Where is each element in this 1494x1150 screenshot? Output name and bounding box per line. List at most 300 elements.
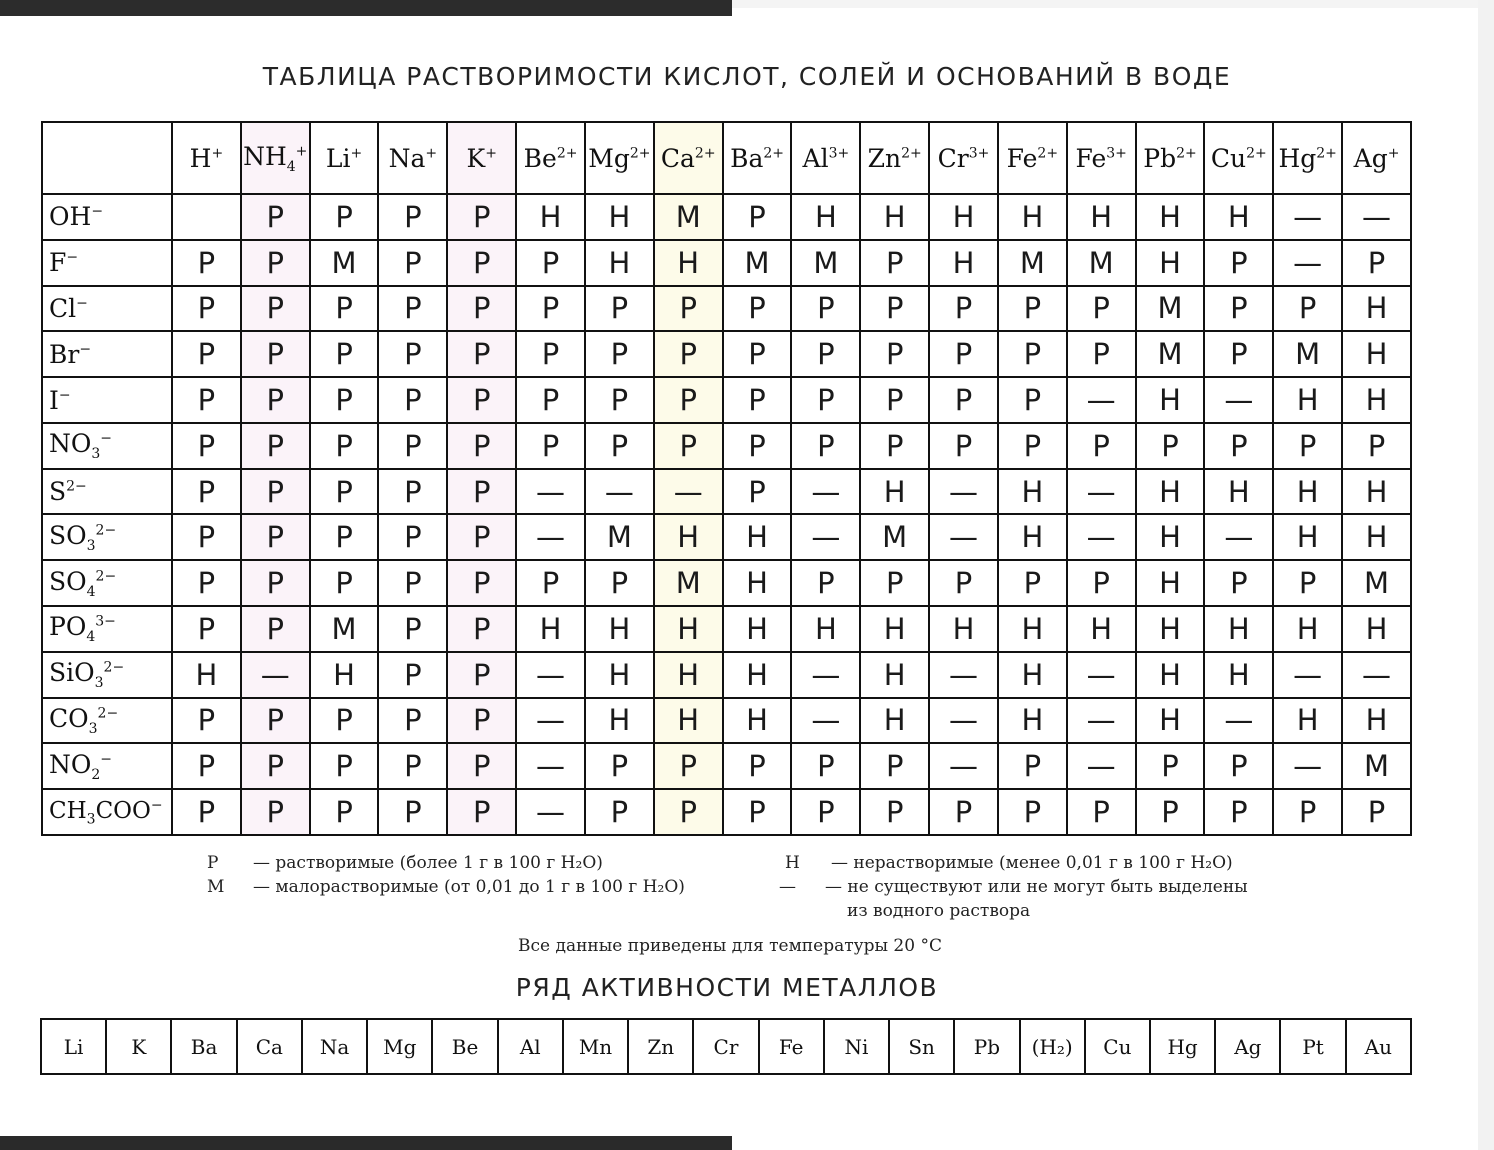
- table-row: [42, 514, 1411, 560]
- solubility-cell: —: [1067, 469, 1136, 515]
- solubility-cell: Н: [998, 652, 1067, 698]
- solubility-cell: Н: [1136, 240, 1205, 286]
- solubility-cell: Р: [723, 469, 792, 515]
- solubility-cell: Р: [723, 423, 792, 469]
- solubility-cell: —: [1067, 698, 1136, 744]
- activity-metal: Al: [498, 1019, 563, 1074]
- anion-header: [42, 286, 172, 332]
- activity-metal: Li: [41, 1019, 106, 1074]
- ion-formula: SiO$_3^{2-}$: [49, 658, 125, 692]
- table-row: [42, 240, 1411, 286]
- solubility-cell: М: [1273, 331, 1342, 377]
- solubility-cell: Н: [654, 606, 723, 652]
- solubility-cell: Н: [998, 606, 1067, 652]
- solubility-cell: Р: [378, 286, 447, 332]
- solubility-cell: Р: [447, 423, 516, 469]
- solubility-cell: Н: [585, 652, 654, 698]
- solubility-cell: —: [1342, 194, 1411, 240]
- solubility-cell: Р: [241, 514, 310, 560]
- solubility-cell: Р: [585, 560, 654, 606]
- ion-formula: F−: [49, 248, 79, 278]
- solubility-cell: Р: [860, 286, 929, 332]
- solubility-cell: Н: [1204, 652, 1273, 698]
- ion-formula: $Be^{2+}$: [523, 143, 578, 173]
- solubility-cell: Р: [998, 331, 1067, 377]
- solubility-cell: Н: [723, 514, 792, 560]
- solubility-cell: Р: [310, 514, 379, 560]
- cation-header: [310, 122, 379, 194]
- solubility-cell: —: [516, 514, 585, 560]
- solubility-cell: Р: [654, 331, 723, 377]
- ion-formula: Cl−: [49, 293, 88, 323]
- solubility-cell: Р: [998, 377, 1067, 423]
- solubility-cell: Н: [1136, 560, 1205, 606]
- activity-metal: Cu: [1085, 1019, 1150, 1074]
- cation-header: [860, 122, 929, 194]
- solubility-cell: Р: [998, 789, 1067, 835]
- solubility-cell: Р: [516, 377, 585, 423]
- solubility-cell: Р: [1342, 240, 1411, 286]
- solubility-cell: Р: [241, 698, 310, 744]
- ion-formula: $PO_4^{3-}$: [49, 612, 116, 646]
- solubility-cell: Н: [860, 652, 929, 698]
- solubility-cell: М: [791, 240, 860, 286]
- solubility-cell: Р: [447, 194, 516, 240]
- solubility-cell: Н: [1273, 514, 1342, 560]
- solubility-cell: Р: [447, 514, 516, 560]
- solubility-cell: Р: [1273, 560, 1342, 606]
- activity-metal: Mn: [563, 1019, 628, 1074]
- cation-header: [654, 122, 723, 194]
- solubility-cell: —: [1273, 194, 1342, 240]
- solubility-cell: Р: [378, 194, 447, 240]
- solubility-cell: Р: [998, 286, 1067, 332]
- anion-header: [42, 698, 172, 744]
- legend-slightly-soluble-symbol: М: [207, 877, 225, 897]
- solubility-cell: Н: [791, 194, 860, 240]
- solubility-cell: Р: [172, 743, 241, 789]
- solubility-cell: Н: [1136, 377, 1205, 423]
- cation-header: [241, 122, 310, 194]
- solubility-cell: Н: [860, 698, 929, 744]
- ion-formula: H+: [189, 143, 224, 173]
- activity-metal: Zn: [628, 1019, 693, 1074]
- solubility-cell: Н: [1342, 286, 1411, 332]
- ion-formula: $Fe^{2+}$: [1006, 143, 1059, 173]
- solubility-cell: Р: [929, 377, 998, 423]
- solubility-cell: Р: [447, 286, 516, 332]
- activity-metal: Cr: [693, 1019, 758, 1074]
- table-row: [42, 698, 1411, 744]
- solubility-cell: Р: [1204, 743, 1273, 789]
- solubility-cell: Р: [791, 286, 860, 332]
- solubility-cell: Р: [585, 377, 654, 423]
- activity-metal: Ba: [171, 1019, 236, 1074]
- ion-formula: $Cu^{2+}$: [1210, 143, 1267, 173]
- solubility-cell: —: [929, 743, 998, 789]
- solubility-cell: Н: [929, 194, 998, 240]
- solubility-cell: —: [929, 469, 998, 515]
- cation-header: [378, 122, 447, 194]
- solubility-cell: Н: [860, 606, 929, 652]
- activity-metal: Au: [1346, 1019, 1411, 1074]
- activity-metal: Be: [432, 1019, 497, 1074]
- cation-header: [447, 122, 516, 194]
- ion-formula: Li+: [325, 143, 363, 173]
- solubility-cell: —: [929, 698, 998, 744]
- solubility-cell: Р: [447, 698, 516, 744]
- activity-metal: Ca: [237, 1019, 302, 1074]
- solubility-cell: Р: [447, 652, 516, 698]
- ion-formula: $SO_3^{2-}$: [49, 520, 117, 554]
- ion-formula: $NO_3^-$: [49, 429, 113, 463]
- temperature-note: Все данные приведены для температуры 20 °C: [518, 936, 942, 956]
- solubility-cell: —: [585, 469, 654, 515]
- solubility-cell: Р: [447, 240, 516, 286]
- ion-formula: $NH_4^+$: [243, 141, 308, 175]
- solubility-cell: —: [654, 469, 723, 515]
- legend-nonexistent: [779, 875, 1248, 899]
- solubility-cell: Р: [310, 194, 379, 240]
- solubility-cell: Н: [654, 514, 723, 560]
- solubility-cell: Н: [1273, 469, 1342, 515]
- ion-formula: $Hg^{2+}$: [1278, 143, 1337, 173]
- solubility-cell: —: [1067, 743, 1136, 789]
- solubility-cell: Н: [723, 606, 792, 652]
- legend-insoluble-symbol: Н: [785, 853, 800, 873]
- solubility-cell: Р: [1273, 789, 1342, 835]
- solubility-cell: Р: [310, 698, 379, 744]
- solubility-cell: Н: [1067, 194, 1136, 240]
- solubility-cell: Н: [1136, 514, 1205, 560]
- solubility-cell: Р: [998, 423, 1067, 469]
- solubility-cell: Н: [516, 606, 585, 652]
- anion-header: [42, 743, 172, 789]
- activity-metal: Mg: [367, 1019, 432, 1074]
- solubility-cell: Н: [998, 469, 1067, 515]
- solubility-cell: Н: [723, 698, 792, 744]
- solubility-cell: Р: [172, 560, 241, 606]
- solubility-cell: Р: [791, 423, 860, 469]
- ion-formula: $Al^{3+}$: [802, 143, 850, 173]
- page-title: ТАБЛИЦА РАСТВОРИМОСТИ КИСЛОТ, СОЛЕЙ И ОСНОВАНИЙ В ВОДЕ: [262, 62, 1232, 91]
- ion-formula: $Fe^{3+}$: [1075, 143, 1127, 173]
- scan-edge-right: [1478, 0, 1494, 1150]
- table-row: [42, 377, 1411, 423]
- solubility-cell: Р: [241, 469, 310, 515]
- solubility-cell: Р: [860, 789, 929, 835]
- solubility-cell: Р: [310, 286, 379, 332]
- solubility-cell: —: [929, 652, 998, 698]
- solubility-cell: —: [1067, 514, 1136, 560]
- solubility-cell: —: [1273, 652, 1342, 698]
- solubility-cell: —: [791, 514, 860, 560]
- solubility-cell: М: [998, 240, 1067, 286]
- solubility-cell: Р: [310, 331, 379, 377]
- cation-header: [516, 122, 585, 194]
- solubility-cell: Н: [723, 652, 792, 698]
- solubility-cell: Р: [378, 743, 447, 789]
- legend-insoluble-text: — нерастворимые (менее 0,01 г в 100 г H₂O): [831, 853, 1233, 873]
- solubility-cell: —: [516, 652, 585, 698]
- cation-header: [929, 122, 998, 194]
- solubility-cell: Р: [1136, 423, 1205, 469]
- activity-metal: Sn: [889, 1019, 954, 1074]
- ion-formula: $SO_4^{2-}$: [49, 566, 117, 600]
- ion-formula: $Pb^{2+}$: [1143, 143, 1197, 173]
- solubility-cell: Р: [654, 423, 723, 469]
- solubility-cell: Р: [1067, 286, 1136, 332]
- solubility-cell: Р: [172, 331, 241, 377]
- solubility-cell: Р: [654, 743, 723, 789]
- legend-soluble-text: — растворимые (более 1 г в 100 г H₂O): [253, 853, 603, 873]
- solubility-cell: Р: [378, 606, 447, 652]
- activity-metal: Ni: [824, 1019, 889, 1074]
- solubility-cell: Н: [1342, 698, 1411, 744]
- solubility-cell: Р: [1136, 789, 1205, 835]
- anion-header: [42, 423, 172, 469]
- solubility-cell: Н: [585, 606, 654, 652]
- solubility-cell: Р: [1273, 286, 1342, 332]
- solubility-cell: Р: [791, 331, 860, 377]
- solubility-cell: —: [516, 698, 585, 744]
- activity-metal: Pt: [1280, 1019, 1345, 1074]
- solubility-cell: Н: [929, 606, 998, 652]
- solubility-cell: Н: [860, 469, 929, 515]
- solubility-cell: Р: [310, 789, 379, 835]
- solubility-cell: Р: [1067, 423, 1136, 469]
- solubility-cell: М: [654, 560, 723, 606]
- solubility-cell: Р: [1067, 331, 1136, 377]
- solubility-cell: Н: [998, 514, 1067, 560]
- solubility-cell: Н: [654, 652, 723, 698]
- solubility-cell: Н: [1204, 606, 1273, 652]
- solubility-cell: Р: [310, 423, 379, 469]
- solubility-cell: Р: [791, 377, 860, 423]
- solubility-cell: Н: [1273, 606, 1342, 652]
- solubility-cell: Р: [310, 469, 379, 515]
- cation-header: [1342, 122, 1411, 194]
- solubility-cell: М: [310, 606, 379, 652]
- solubility-cell: —: [516, 743, 585, 789]
- solubility-cell: Р: [172, 469, 241, 515]
- cation-header: [1273, 122, 1342, 194]
- table-row: [42, 560, 1411, 606]
- solubility-cell: Н: [1342, 606, 1411, 652]
- solubility-cell: Р: [654, 377, 723, 423]
- solubility-cell: Р: [378, 560, 447, 606]
- solubility-cell: Н: [1204, 469, 1273, 515]
- solubility-cell: Н: [654, 698, 723, 744]
- solubility-cell: Р: [241, 331, 310, 377]
- solubility-cell: Р: [241, 240, 310, 286]
- solubility-cell: Н: [654, 240, 723, 286]
- solubility-cell: Р: [860, 377, 929, 423]
- scan-edge-top: [0, 0, 732, 16]
- solubility-cell: Р: [998, 560, 1067, 606]
- solubility-cell: Р: [1067, 789, 1136, 835]
- solubility-cell: Н: [998, 698, 1067, 744]
- ion-formula: Br−: [49, 339, 92, 369]
- solubility-cell: Н: [1342, 331, 1411, 377]
- solubility-cell: Р: [310, 377, 379, 423]
- solubility-cell: Р: [1273, 423, 1342, 469]
- solubility-cell: —: [516, 469, 585, 515]
- solubility-cell: Р: [929, 331, 998, 377]
- cation-header: [791, 122, 860, 194]
- solubility-cell: Р: [172, 286, 241, 332]
- solubility-cell: Р: [172, 789, 241, 835]
- solubility-cell: Р: [378, 331, 447, 377]
- solubility-cell: М: [1136, 331, 1205, 377]
- solubility-cell: Р: [447, 469, 516, 515]
- solubility-cell: Р: [723, 194, 792, 240]
- ion-formula: $Cr^{3+}$: [937, 143, 990, 173]
- solubility-cell: Н: [585, 194, 654, 240]
- activity-metal: Pb: [954, 1019, 1019, 1074]
- solubility-cell: —: [929, 514, 998, 560]
- solubility-cell: Р: [654, 286, 723, 332]
- corner-cell: [42, 122, 172, 194]
- solubility-cell: Р: [447, 331, 516, 377]
- solubility-cell: Р: [172, 240, 241, 286]
- solubility-cell: Р: [447, 377, 516, 423]
- solubility-cell: Р: [447, 789, 516, 835]
- anion-header: [42, 789, 172, 835]
- ion-formula: K+: [466, 143, 497, 173]
- solubility-cell: Р: [378, 652, 447, 698]
- anion-header: [42, 560, 172, 606]
- solubility-cell: —: [1273, 743, 1342, 789]
- solubility-cell: Р: [516, 423, 585, 469]
- anion-header: [42, 377, 172, 423]
- solubility-cell: М: [1342, 560, 1411, 606]
- solubility-cell: Р: [241, 560, 310, 606]
- solubility-cell: Р: [172, 514, 241, 560]
- solubility-cell: Н: [585, 240, 654, 286]
- solubility-cell: —: [1067, 652, 1136, 698]
- scan-edge-bottom: [0, 1136, 732, 1150]
- solubility-cell: Р: [447, 743, 516, 789]
- solubility-cell: Р: [516, 331, 585, 377]
- solubility-cell: Р: [516, 286, 585, 332]
- table-row: [42, 606, 1411, 652]
- solubility-cell: Н: [310, 652, 379, 698]
- solubility-cell: —: [791, 652, 860, 698]
- ion-formula: $Mg^{2+}$: [588, 143, 651, 173]
- cation-header: [1067, 122, 1136, 194]
- activity-metal: (H₂): [1020, 1019, 1085, 1074]
- table-row: [42, 743, 1411, 789]
- solubility-cell: —: [1273, 240, 1342, 286]
- solubility-cell: Р: [929, 286, 998, 332]
- solubility-cell: Р: [1342, 789, 1411, 835]
- solubility-cell: Р: [860, 560, 929, 606]
- solubility-cell: Н: [1136, 606, 1205, 652]
- legend-nonexistent-symbol: —: [779, 877, 796, 897]
- solubility-cell: Н: [1136, 698, 1205, 744]
- solubility-cell: Р: [241, 423, 310, 469]
- cation-header: [172, 122, 241, 194]
- ion-formula: $CH_3COO^-$: [49, 796, 163, 828]
- cation-header: [998, 122, 1067, 194]
- solubility-cell: Н: [929, 240, 998, 286]
- solubility-cell: Р: [241, 743, 310, 789]
- solubility-cell: Н: [1273, 698, 1342, 744]
- solubility-cell: Р: [1204, 286, 1273, 332]
- solubility-cell: Р: [1204, 789, 1273, 835]
- ion-formula: $CO_3^{2-}$: [49, 703, 119, 737]
- solubility-cell: Р: [791, 560, 860, 606]
- cation-header: [723, 122, 792, 194]
- solubility-cell: Р: [1204, 331, 1273, 377]
- solubility-cell: Р: [654, 789, 723, 835]
- solubility-cell: Р: [378, 377, 447, 423]
- solubility-cell: М: [1136, 286, 1205, 332]
- anion-header: [42, 194, 172, 240]
- solubility-cell: М: [310, 240, 379, 286]
- table-row: [42, 331, 1411, 377]
- solubility-cell: Н: [1204, 194, 1273, 240]
- solubility-cell: Р: [447, 606, 516, 652]
- solubility-cell: Р: [1067, 560, 1136, 606]
- scan-edge-top-light: [732, 0, 1494, 8]
- activity-title: РЯД АКТИВНОСТИ МЕТАЛЛОВ: [515, 973, 939, 1002]
- solubility-cell: Н: [1342, 514, 1411, 560]
- solubility-cell: Р: [241, 606, 310, 652]
- solubility-cell: Р: [241, 377, 310, 423]
- solubility-cell: —: [1204, 514, 1273, 560]
- solubility-cell: Н: [585, 698, 654, 744]
- solubility-cell: —: [791, 698, 860, 744]
- solubility-cell: Р: [929, 423, 998, 469]
- solubility-cell: Н: [860, 194, 929, 240]
- solubility-cell: Р: [585, 331, 654, 377]
- solubility-cell: Р: [378, 698, 447, 744]
- solubility-cell: Р: [310, 743, 379, 789]
- ion-formula: Na+: [388, 143, 438, 173]
- solubility-cell: —: [241, 652, 310, 698]
- table-row: [42, 789, 1411, 835]
- legend-nonexistent-cont: [847, 899, 1030, 923]
- solubility-cell: Р: [1204, 240, 1273, 286]
- solubility-cell: Р: [516, 560, 585, 606]
- activity-metal: Na: [302, 1019, 367, 1074]
- activity-metal: Fe: [759, 1019, 824, 1074]
- ion-formula: $Ba^{2+}$: [730, 143, 784, 173]
- activity-series-row: [41, 1019, 1411, 1074]
- solubility-cell: М: [654, 194, 723, 240]
- table-row: [42, 423, 1411, 469]
- table-row: [42, 652, 1411, 698]
- solubility-cell: Р: [1204, 423, 1273, 469]
- ion-formula: OH−: [49, 202, 104, 232]
- solubility-cell: Р: [585, 423, 654, 469]
- solubility-cell: —: [1204, 698, 1273, 744]
- solubility-cell: Р: [1342, 423, 1411, 469]
- solubility-cell: Н: [172, 652, 241, 698]
- solubility-cell: —: [516, 789, 585, 835]
- solubility-cell: Р: [378, 240, 447, 286]
- solubility-cell: Р: [378, 789, 447, 835]
- solubility-cell: —: [791, 469, 860, 515]
- solubility-cell: Р: [241, 789, 310, 835]
- solubility-cell: Р: [1136, 743, 1205, 789]
- solubility-cell: Н: [1136, 469, 1205, 515]
- ion-formula: $NO_2^-$: [49, 749, 113, 783]
- solubility-cell: Р: [378, 423, 447, 469]
- solubility-cell: Р: [172, 377, 241, 423]
